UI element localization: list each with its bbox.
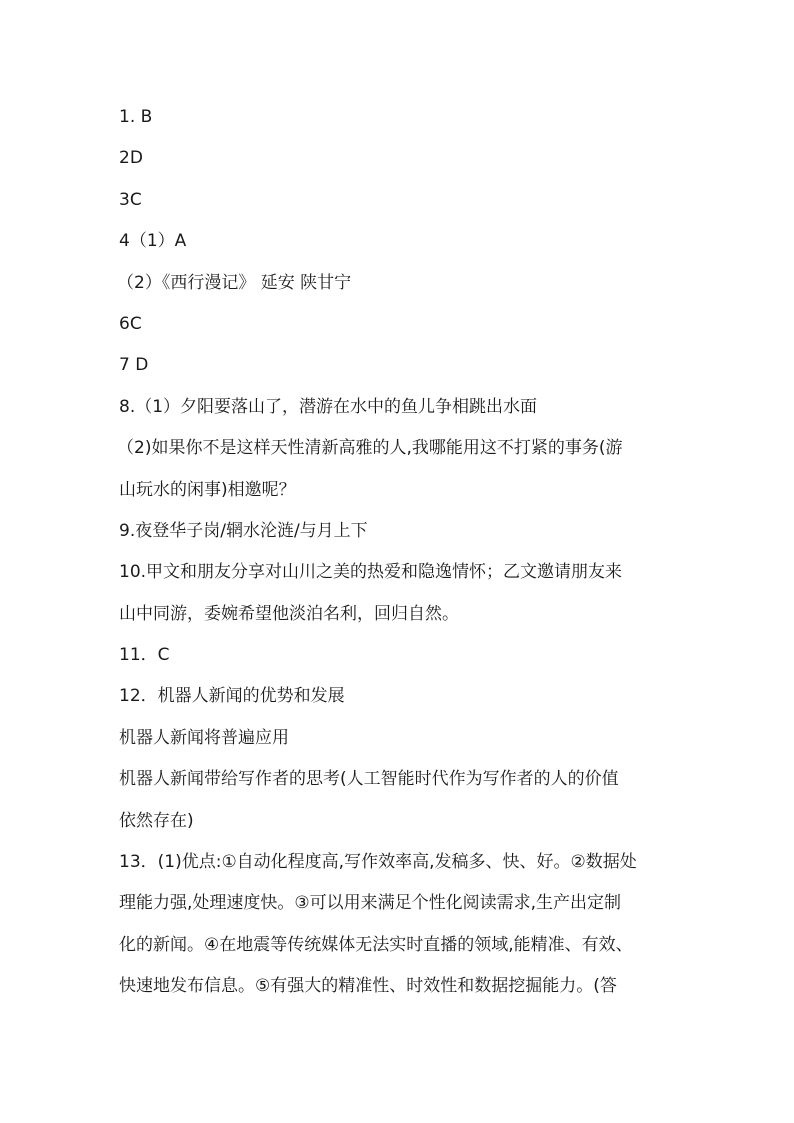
answer-line-12-1: 12．机器人新闻的优势和发展 <box>119 686 345 707</box>
answer-line-8-2-cont: 山玩水的闲事)相邀呢？ <box>119 479 296 500</box>
answer-line-12-3-cont: 依然存在) <box>119 810 194 831</box>
answer-line-2: 2D <box>119 148 143 169</box>
answer-line-13-2: 理能力强,处理速度快。③可以用来满足个性化阅读需求,生产出定制 <box>119 893 622 914</box>
answer-line-10: 10.甲文和朋友分享对山川之美的热爱和隐逸情怀；乙文邀请朋友来 <box>119 562 623 583</box>
answer-line-12-3: 机器人新闻带给写作者的思考(人工智能时代作为写作者的人的价值 <box>119 769 619 790</box>
answer-line-13-4: 快速地发布信息。⑤有强大的精准性、时效性和数据挖掘能力。(答 <box>119 976 617 997</box>
answer-line-3: 3C <box>119 189 142 210</box>
answer-line-6: 6C <box>119 313 142 334</box>
answer-line-9: 9.夜登华子岗/辋水沦涟/与月上下 <box>119 520 368 541</box>
answer-line-4-2: （2）《西行漫记》 延安 陕甘宁 <box>117 272 352 293</box>
answer-line-7: 7 D <box>119 355 149 376</box>
answer-line-8-2: （2)如果你不是这样天性清新高雅的人,我哪能用这不打紧的事务(游 <box>117 438 623 459</box>
answer-line-11: 11．C <box>119 645 170 666</box>
answer-line-4-1: 4（1）A <box>119 231 187 252</box>
answer-line-12-2: 机器人新闻将普遍应用 <box>119 727 289 748</box>
answer-line-1: 1. B <box>119 107 153 127</box>
answer-line-8-1: 8.（1）夕阳要落山了，潜游在水中的鱼儿争相跳出水面 <box>119 396 538 417</box>
answer-text-body <box>119 101 689 1012</box>
answer-line-13-1: 13．(1)优点:①自动化程度高,写作效率高,发稿多、快、好。②数据处 <box>119 852 637 873</box>
answer-line-10-cont: 山中同游，委婉希望他淡泊名利，回归自然。 <box>119 603 459 624</box>
answer-line-13-3: 化的新闻。④在地震等传统媒体无法实时直播的领域,能精准、有效、 <box>119 934 633 955</box>
